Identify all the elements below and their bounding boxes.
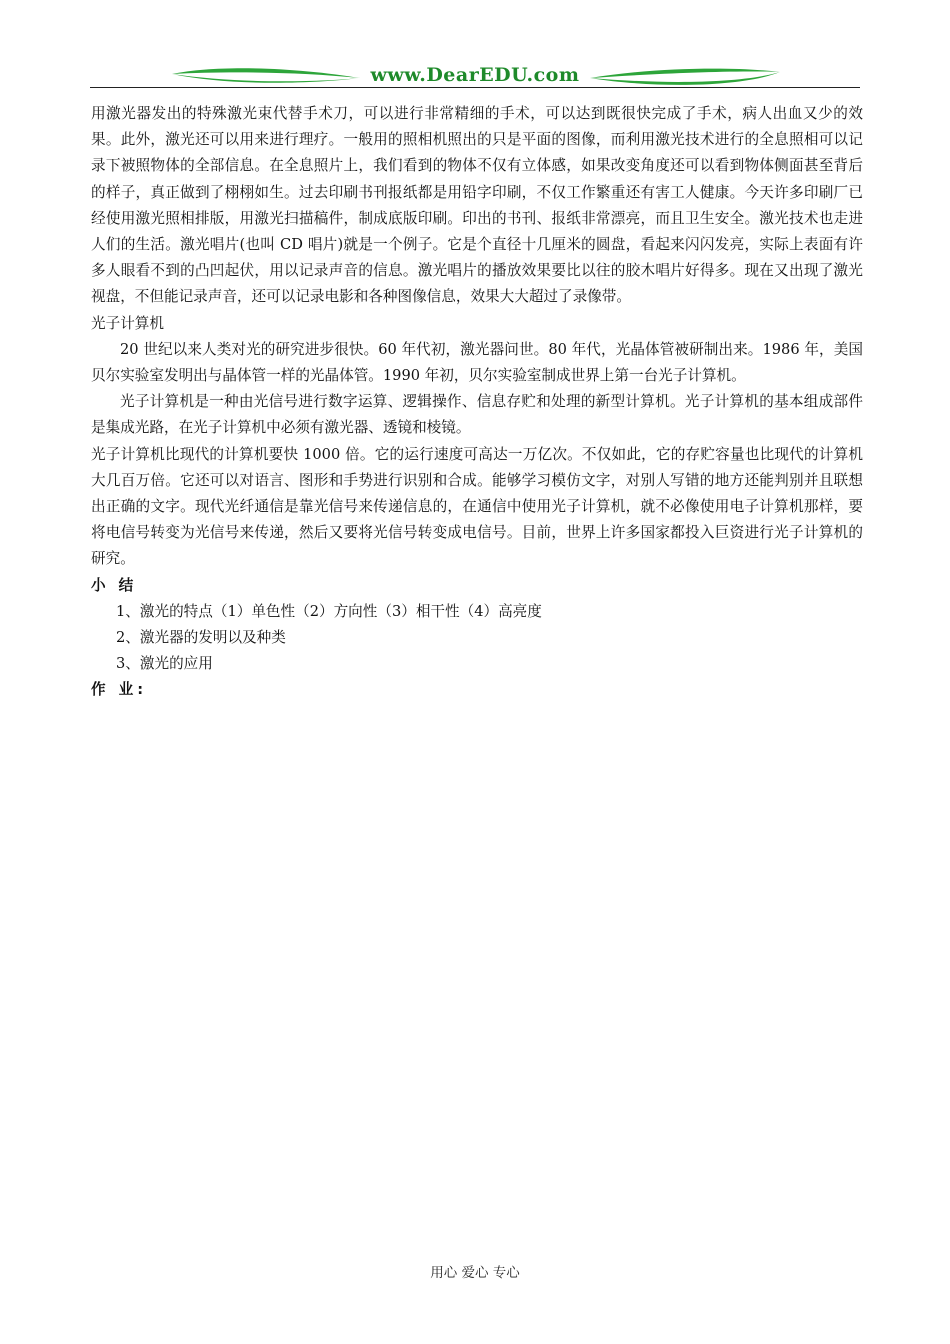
summary-item-1: 1、激光的特点（1）单色性（2）方向性（3）相干性（4）高亮度 [116, 602, 542, 620]
homework-heading: 作 业: [91, 681, 148, 699]
site-logo-text[interactable]: www.DearEDU.com [370, 64, 580, 86]
paragraph-advantages: 光子计算机比现代的计算机要快 1000 倍。它的运行速度可高达一万亿次。不仅如此，它的存贮容量也比现代的计算机大几百万倍。它还可以对语言、图形和手势进行识别和合成。能够学习模仿文字，对别人写错的地方还能判别并且联想出正确的文字。现代光纤通信是靠光信号来传递信息的，在通信中使用光子计算机，就不必像使用电子计算机那样，要将电信号转变为光信号来传递，然后又要将光信号转变成电信号。目前，世界上许多国家都投入巨资进行光子计算机的研究。 [91, 445, 863, 568]
summary-item-3: 3、激光的应用 [116, 655, 213, 673]
summary-item-2: 2、激光器的发明以及种类 [116, 629, 286, 647]
page-footer: 用心 爱心 专心 [430, 1265, 520, 1281]
paragraph-history: 20 世纪以来人类对光的研究进步很快。60 年代初，激光器问世。80 年代，光晶体管被研制出来。1986 年，美国贝尔实验室发明出与晶体管一样的光晶体管。1990 年初，贝尔实验室制成世界上第一台光子计算机。 [91, 340, 863, 385]
header-divider [90, 87, 860, 88]
paragraph-laser-applications: 用激光器发出的特殊激光束代替手术刀，可以进行非常精细的手术，可以达到既很快完成了手术，病人出血又少的效果。此外，激光还可以用来进行理疗。一般用的照相机照出的只是平面的图像，而利用激光技术进行的全息照相可以记录下被照物体的全部信息。在全息照片上，我们看到的物体不仅有立体感，如果改变角度还可以看到物体侧面甚至背后的样子，真正做到了栩栩如生。过去印刷书刊报纸都是用铅字印刷，不仅工作繁重还有害工人健康。今天许多印刷厂已经使用激光照相排版，用激光扫描稿件，制成底版印刷。印出的书刊、报纸非常漂亮，而且卫生安全。激光技术也走进人们的生活。激光唱片(也叫 CD 唱片)就是一个例子。它是个直径十几厘米的圆盘，看起来闪闪发亮，实际上表面有许多人眼看不到的凸凹起伏，用以记录声音的信息。激光唱片的播放效果要比以往的胶木唱片好得多。现在又出现了激光视盘，不但能记录声音，还可以记录电影和各种图像信息，效果大大超过了录像带。 [91, 105, 863, 306]
section-title-photonic-computer: 光子计算机 [91, 314, 164, 332]
document-body [91, 101, 863, 704]
paragraph-definition: 光子计算机是一种由光信号进行数字运算、逻辑操作、信息存贮和处理的新型计算机。光子计算机的基本组成部件是集成光路，在光子计算机中必须有激光器、透镜和棱镜。 [91, 393, 863, 437]
summary-heading: 小 结 [91, 576, 138, 594]
